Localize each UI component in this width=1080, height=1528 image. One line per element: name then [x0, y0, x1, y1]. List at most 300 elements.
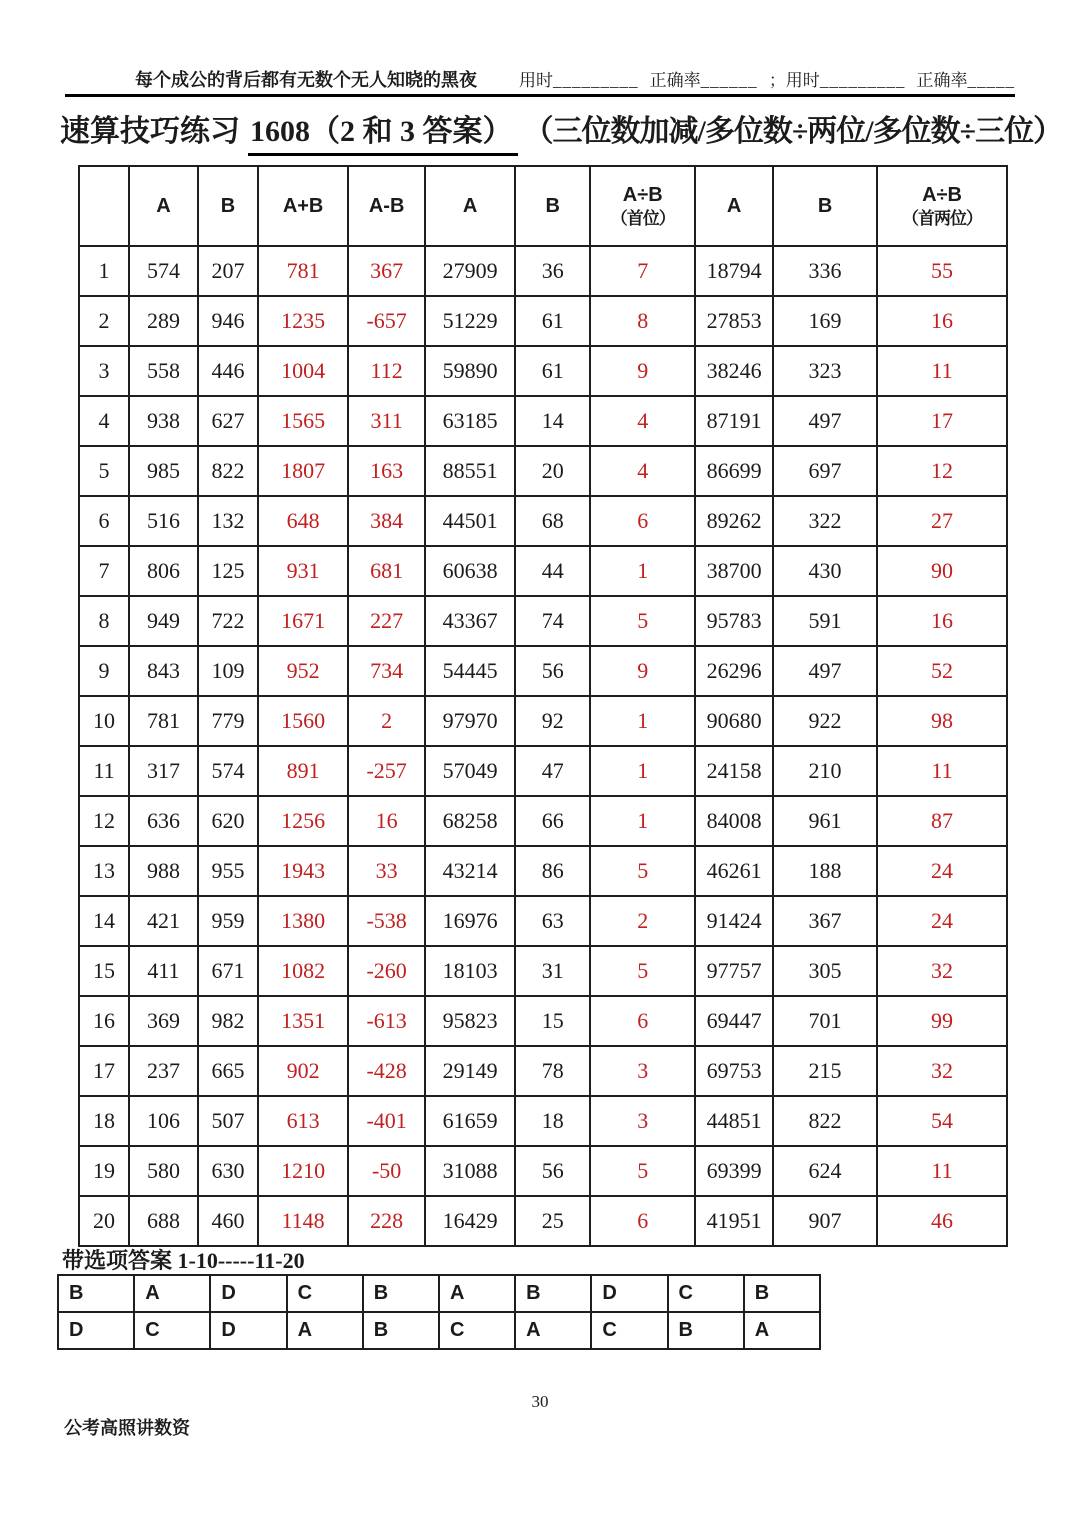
- cell-q2: 99: [877, 996, 1007, 1046]
- cell-b1: 665: [198, 1046, 258, 1096]
- cell-b3: 697: [773, 446, 877, 496]
- cell-a3: 24158: [695, 746, 773, 796]
- blank-line: _________: [819, 71, 906, 90]
- header-field: [519, 66, 639, 91]
- header-cell-line1: A: [462, 194, 478, 217]
- cell-b2: 68: [515, 496, 590, 546]
- table-row: [79, 546, 1007, 596]
- cell-b3: 305: [773, 946, 877, 996]
- cell-num: 10: [79, 696, 129, 746]
- cell-a1: 636: [129, 796, 198, 846]
- cell-sum: 1210: [258, 1146, 348, 1196]
- cell-q1: 5: [590, 596, 695, 646]
- cell-q1: 1: [590, 796, 695, 846]
- cell-a3: 27853: [695, 296, 773, 346]
- cell-b2: 56: [515, 1146, 590, 1196]
- cell-b1: 822: [198, 446, 258, 496]
- cell-diff: -50: [348, 1146, 425, 1196]
- cell-a3: 91424: [695, 896, 773, 946]
- answers-table-body: [58, 1275, 820, 1349]
- answer-cell: C: [134, 1312, 210, 1349]
- cell-a2: 16976: [425, 896, 515, 946]
- table-row: [79, 646, 1007, 696]
- header-row: [79, 166, 1007, 246]
- blank-line: _____: [967, 71, 1015, 90]
- cell-diff: -538: [348, 896, 425, 946]
- cell-sum: 1256: [258, 796, 348, 846]
- page-title: [60, 106, 1063, 156]
- cell-a3: 38246: [695, 346, 773, 396]
- cell-b1: 207: [198, 246, 258, 296]
- cell-b1: 460: [198, 1196, 258, 1246]
- cell-q2: 46: [877, 1196, 1007, 1246]
- answer-cell: D: [591, 1275, 667, 1312]
- cell-sum: 1351: [258, 996, 348, 1046]
- header-cell-b1: [198, 166, 258, 246]
- cell-q1: 8: [590, 296, 695, 346]
- cell-q1: 3: [590, 1046, 695, 1096]
- title-suffix: （三位数加减/多位数÷两位/多位数÷三位）: [523, 115, 1063, 148]
- cell-sum: 1560: [258, 696, 348, 746]
- cell-b1: 132: [198, 496, 258, 546]
- header-cell-line1: A+B: [282, 194, 324, 217]
- header-field-label: 正确率: [916, 71, 968, 90]
- cell-q2: 11: [877, 346, 1007, 396]
- cell-q1: 5: [590, 846, 695, 896]
- cell-b1: 630: [198, 1146, 258, 1196]
- practice-table-header: [79, 166, 1007, 246]
- header-cell-diff: [348, 166, 425, 246]
- cell-a2: 54445: [425, 646, 515, 696]
- cell-diff: 2: [348, 696, 425, 746]
- cell-a1: 688: [129, 1196, 198, 1246]
- header-field-label: ；用时: [768, 71, 820, 90]
- cell-a3: 90680: [695, 696, 773, 746]
- cell-b1: 959: [198, 896, 258, 946]
- cell-b3: 336: [773, 246, 877, 296]
- cell-sum: 1807: [258, 446, 348, 496]
- cell-a2: 59890: [425, 346, 515, 396]
- answer-row: [58, 1275, 820, 1312]
- blank-line: _________: [553, 71, 639, 90]
- cell-diff: 163: [348, 446, 425, 496]
- header-field-label: 正确率: [649, 71, 701, 90]
- cell-a1: 411: [129, 946, 198, 996]
- cell-a2: 27909: [425, 246, 515, 296]
- cell-b3: 907: [773, 1196, 877, 1246]
- cell-sum: 902: [258, 1046, 348, 1096]
- cell-a2: 16429: [425, 1196, 515, 1246]
- cell-b1: 627: [198, 396, 258, 446]
- cell-sum: 891: [258, 746, 348, 796]
- cell-q2: 52: [877, 646, 1007, 696]
- cell-q1: 2: [590, 896, 695, 946]
- table-row: [79, 746, 1007, 796]
- answer-cell: D: [210, 1312, 286, 1349]
- cell-b2: 15: [515, 996, 590, 1046]
- header-field-label: 用时: [519, 71, 553, 90]
- cell-a1: 806: [129, 546, 198, 596]
- cell-b3: 323: [773, 346, 877, 396]
- cell-q2: 11: [877, 1146, 1007, 1196]
- answers-table: [57, 1274, 821, 1350]
- cell-a3: 26296: [695, 646, 773, 696]
- cell-q1: 1: [590, 696, 695, 746]
- header-cell-a1: [129, 166, 198, 246]
- table-row: [79, 496, 1007, 546]
- cell-diff: -257: [348, 746, 425, 796]
- cell-num: 13: [79, 846, 129, 896]
- cell-a2: 43367: [425, 596, 515, 646]
- cell-a2: 43214: [425, 846, 515, 896]
- cell-a1: 369: [129, 996, 198, 1046]
- cell-a3: 84008: [695, 796, 773, 846]
- cell-a1: 421: [129, 896, 198, 946]
- header-cell-line2: （首位）: [610, 208, 675, 228]
- cell-sum: 1004: [258, 346, 348, 396]
- header-field: [769, 66, 906, 91]
- cell-b2: 92: [515, 696, 590, 746]
- cell-q2: 16: [877, 296, 1007, 346]
- cell-a3: 44851: [695, 1096, 773, 1146]
- cell-q2: 98: [877, 696, 1007, 746]
- answer-cell: D: [210, 1275, 286, 1312]
- cell-diff: 227: [348, 596, 425, 646]
- cell-b3: 169: [773, 296, 877, 346]
- cell-sum: 931: [258, 546, 348, 596]
- cell-b1: 955: [198, 846, 258, 896]
- answers-label: 带选项答案 1-10-----11-20: [62, 1248, 305, 1273]
- cell-sum: 1082: [258, 946, 348, 996]
- cell-a2: 61659: [425, 1096, 515, 1146]
- table-row: [79, 1096, 1007, 1146]
- cell-sum: 613: [258, 1096, 348, 1146]
- cell-num: 8: [79, 596, 129, 646]
- cell-q1: 5: [590, 1146, 695, 1196]
- header-cell-line1: B: [545, 194, 560, 217]
- answer-cell: C: [591, 1312, 667, 1349]
- header-cell-q2: [877, 166, 1007, 246]
- header-field: [916, 66, 1015, 91]
- cell-num: 5: [79, 446, 129, 496]
- cell-a2: 97970: [425, 696, 515, 746]
- cell-q1: 3: [590, 1096, 695, 1146]
- cell-num: 19: [79, 1146, 129, 1196]
- cell-b2: 78: [515, 1046, 590, 1096]
- cell-q1: 1: [590, 546, 695, 596]
- cell-b2: 20: [515, 446, 590, 496]
- answer-cell: B: [363, 1275, 439, 1312]
- blank-line: ______: [700, 71, 758, 90]
- cell-b3: 701: [773, 996, 877, 1046]
- table-row: [79, 1046, 1007, 1096]
- cell-b2: 74: [515, 596, 590, 646]
- header-cell-a2: [425, 166, 515, 246]
- cell-q1: 6: [590, 1196, 695, 1246]
- cell-a1: 237: [129, 1046, 198, 1096]
- header-cell-line2: （首两位）: [902, 208, 982, 228]
- header-rule: [65, 94, 1015, 97]
- cell-q1: 4: [590, 446, 695, 496]
- page-number: 30: [531, 1392, 549, 1411]
- cell-b2: 66: [515, 796, 590, 846]
- cell-num: 3: [79, 346, 129, 396]
- table-row: [79, 596, 1007, 646]
- answer-cell: C: [439, 1312, 515, 1349]
- table-row: [79, 846, 1007, 896]
- table-row: [79, 696, 1007, 746]
- practice-table: [78, 165, 1008, 1247]
- cell-q1: 1: [590, 746, 695, 796]
- cell-sum: 648: [258, 496, 348, 546]
- cell-a3: 87191: [695, 396, 773, 446]
- cell-a2: 88551: [425, 446, 515, 496]
- cell-sum: 1148: [258, 1196, 348, 1246]
- cell-q1: 6: [590, 996, 695, 1046]
- cell-num: 14: [79, 896, 129, 946]
- cell-diff: -401: [348, 1096, 425, 1146]
- cell-a3: 89262: [695, 496, 773, 546]
- cell-a1: 843: [129, 646, 198, 696]
- table-row: [79, 446, 1007, 496]
- cell-b2: 61: [515, 346, 590, 396]
- cell-a1: 988: [129, 846, 198, 896]
- cell-q1: 9: [590, 646, 695, 696]
- header-fields: [519, 66, 1015, 91]
- cell-a2: 60638: [425, 546, 515, 596]
- cell-b2: 25: [515, 1196, 590, 1246]
- cell-b3: 215: [773, 1046, 877, 1096]
- cell-a1: 516: [129, 496, 198, 546]
- cell-q2: 55: [877, 246, 1007, 296]
- title-number: 1608（2 和 3 答案）: [248, 106, 518, 156]
- cell-b3: 322: [773, 496, 877, 546]
- cell-diff: 228: [348, 1196, 425, 1246]
- answer-cell: B: [515, 1275, 591, 1312]
- cell-b1: 620: [198, 796, 258, 846]
- cell-a2: 44501: [425, 496, 515, 546]
- footer-text: 公考高照讲数资: [64, 1418, 190, 1438]
- cell-b3: 367: [773, 896, 877, 946]
- cell-a3: 46261: [695, 846, 773, 896]
- cell-b1: 671: [198, 946, 258, 996]
- cell-a3: 97757: [695, 946, 773, 996]
- cell-diff: 33: [348, 846, 425, 896]
- cell-b2: 36: [515, 246, 590, 296]
- cell-sum: 952: [258, 646, 348, 696]
- cell-a3: 41951: [695, 1196, 773, 1246]
- cell-a2: 18103: [425, 946, 515, 996]
- cell-b2: 86: [515, 846, 590, 896]
- cell-sum: 1943: [258, 846, 348, 896]
- answer-cell: B: [363, 1312, 439, 1349]
- cell-q2: 11: [877, 746, 1007, 796]
- cell-q1: 6: [590, 496, 695, 546]
- cell-diff: 367: [348, 246, 425, 296]
- answer-cell: A: [744, 1312, 820, 1349]
- cell-b2: 44: [515, 546, 590, 596]
- title-prefix: 速算技巧练习: [60, 115, 240, 148]
- cell-a1: 985: [129, 446, 198, 496]
- table-row: [79, 1196, 1007, 1246]
- cell-a2: 68258: [425, 796, 515, 846]
- cell-a3: 18794: [695, 246, 773, 296]
- cell-a3: 38700: [695, 546, 773, 596]
- header-line: [65, 66, 1015, 92]
- cell-b1: 109: [198, 646, 258, 696]
- cell-num: 12: [79, 796, 129, 846]
- cell-diff: 734: [348, 646, 425, 696]
- header-cell-q1: [590, 166, 695, 246]
- cell-a1: 289: [129, 296, 198, 346]
- cell-num: 1: [79, 246, 129, 296]
- table-row: [79, 796, 1007, 846]
- cell-a1: 580: [129, 1146, 198, 1196]
- practice-table-body: [79, 246, 1007, 1246]
- header-cell-line1: A÷B: [622, 183, 663, 206]
- cell-b3: 188: [773, 846, 877, 896]
- cell-diff: 384: [348, 496, 425, 546]
- cell-b2: 56: [515, 646, 590, 696]
- cell-q2: 24: [877, 846, 1007, 896]
- cell-b3: 624: [773, 1146, 877, 1196]
- cell-a1: 938: [129, 396, 198, 446]
- cell-num: 11: [79, 746, 129, 796]
- header-cell-num: [79, 166, 129, 246]
- cell-a3: 95783: [695, 596, 773, 646]
- cell-q1: 9: [590, 346, 695, 396]
- cell-diff: -260: [348, 946, 425, 996]
- answer-cell: D: [58, 1312, 134, 1349]
- cell-b3: 497: [773, 646, 877, 696]
- cell-num: 16: [79, 996, 129, 1046]
- cell-a2: 29149: [425, 1046, 515, 1096]
- cell-q2: 87: [877, 796, 1007, 846]
- header-motto: 每个成公的背后都有无数个无人知晓的黑夜: [135, 70, 477, 90]
- header-cell-line1: B: [220, 194, 236, 217]
- header-cell-b2: [515, 166, 590, 246]
- answer-cell: A: [134, 1275, 210, 1312]
- cell-b1: 507: [198, 1096, 258, 1146]
- cell-a1: 781: [129, 696, 198, 746]
- table-row: [79, 396, 1007, 446]
- cell-q2: 32: [877, 1046, 1007, 1096]
- header-field: [650, 66, 758, 91]
- cell-b3: 497: [773, 396, 877, 446]
- header-cell-sum: [258, 166, 348, 246]
- cell-a2: 51229: [425, 296, 515, 346]
- cell-b2: 14: [515, 396, 590, 446]
- cell-a3: 69447: [695, 996, 773, 1046]
- cell-q2: 17: [877, 396, 1007, 446]
- cell-sum: 1235: [258, 296, 348, 346]
- cell-a3: 86699: [695, 446, 773, 496]
- header-cell-line1: A-B: [368, 194, 405, 217]
- cell-b2: 31: [515, 946, 590, 996]
- cell-diff: 112: [348, 346, 425, 396]
- table-row: [79, 1146, 1007, 1196]
- cell-b1: 446: [198, 346, 258, 396]
- cell-a3: 69399: [695, 1146, 773, 1196]
- cell-a1: 949: [129, 596, 198, 646]
- answer-cell: A: [515, 1312, 591, 1349]
- cell-num: 4: [79, 396, 129, 446]
- answer-cell: B: [668, 1312, 744, 1349]
- cell-q2: 27: [877, 496, 1007, 546]
- answer-row: [58, 1312, 820, 1349]
- answer-cell: A: [287, 1312, 363, 1349]
- cell-a2: 95823: [425, 996, 515, 1046]
- cell-sum: 1565: [258, 396, 348, 446]
- header-cell-line1: A÷B: [922, 183, 962, 206]
- cell-num: 18: [79, 1096, 129, 1146]
- cell-diff: -428: [348, 1046, 425, 1096]
- cell-num: 9: [79, 646, 129, 696]
- cell-sum: 781: [258, 246, 348, 296]
- cell-num: 17: [79, 1046, 129, 1096]
- cell-a1: 106: [129, 1096, 198, 1146]
- cell-b2: 61: [515, 296, 590, 346]
- cell-sum: 1671: [258, 596, 348, 646]
- cell-b3: 210: [773, 746, 877, 796]
- answer-cell: C: [668, 1275, 744, 1312]
- table-row: [79, 246, 1007, 296]
- cell-a3: 69753: [695, 1046, 773, 1096]
- cell-a2: 31088: [425, 1146, 515, 1196]
- cell-q2: 16: [877, 596, 1007, 646]
- cell-q2: 12: [877, 446, 1007, 496]
- cell-num: 15: [79, 946, 129, 996]
- cell-a2: 57049: [425, 746, 515, 796]
- cell-q2: 32: [877, 946, 1007, 996]
- cell-a1: 317: [129, 746, 198, 796]
- cell-b3: 591: [773, 596, 877, 646]
- table-row: [79, 296, 1007, 346]
- answer-cell: C: [287, 1275, 363, 1312]
- cell-b1: 982: [198, 996, 258, 1046]
- cell-b3: 822: [773, 1096, 877, 1146]
- cell-b1: 722: [198, 596, 258, 646]
- cell-sum: 1380: [258, 896, 348, 946]
- cell-q2: 24: [877, 896, 1007, 946]
- header-cell-line1: A: [156, 194, 171, 217]
- cell-diff: -613: [348, 996, 425, 1046]
- cell-num: 6: [79, 496, 129, 546]
- cell-b1: 125: [198, 546, 258, 596]
- cell-q1: 5: [590, 946, 695, 996]
- cell-b1: 574: [198, 746, 258, 796]
- answer-cell: A: [439, 1275, 515, 1312]
- header-cell-b3: [773, 166, 877, 246]
- cell-b3: 922: [773, 696, 877, 746]
- cell-b2: 63: [515, 896, 590, 946]
- header-cell-line1: A: [726, 194, 742, 217]
- cell-b2: 47: [515, 746, 590, 796]
- cell-a1: 574: [129, 246, 198, 296]
- cell-num: 2: [79, 296, 129, 346]
- header-cell-line1: B: [817, 194, 833, 217]
- cell-diff: 681: [348, 546, 425, 596]
- cell-q1: 4: [590, 396, 695, 446]
- cell-q2: 54: [877, 1096, 1007, 1146]
- cell-a2: 63185: [425, 396, 515, 446]
- table-row: [79, 996, 1007, 1046]
- table-row: [79, 346, 1007, 396]
- header-cell-a3: [695, 166, 773, 246]
- answer-cell: B: [744, 1275, 820, 1312]
- cell-b3: 430: [773, 546, 877, 596]
- answer-cell: B: [58, 1275, 134, 1312]
